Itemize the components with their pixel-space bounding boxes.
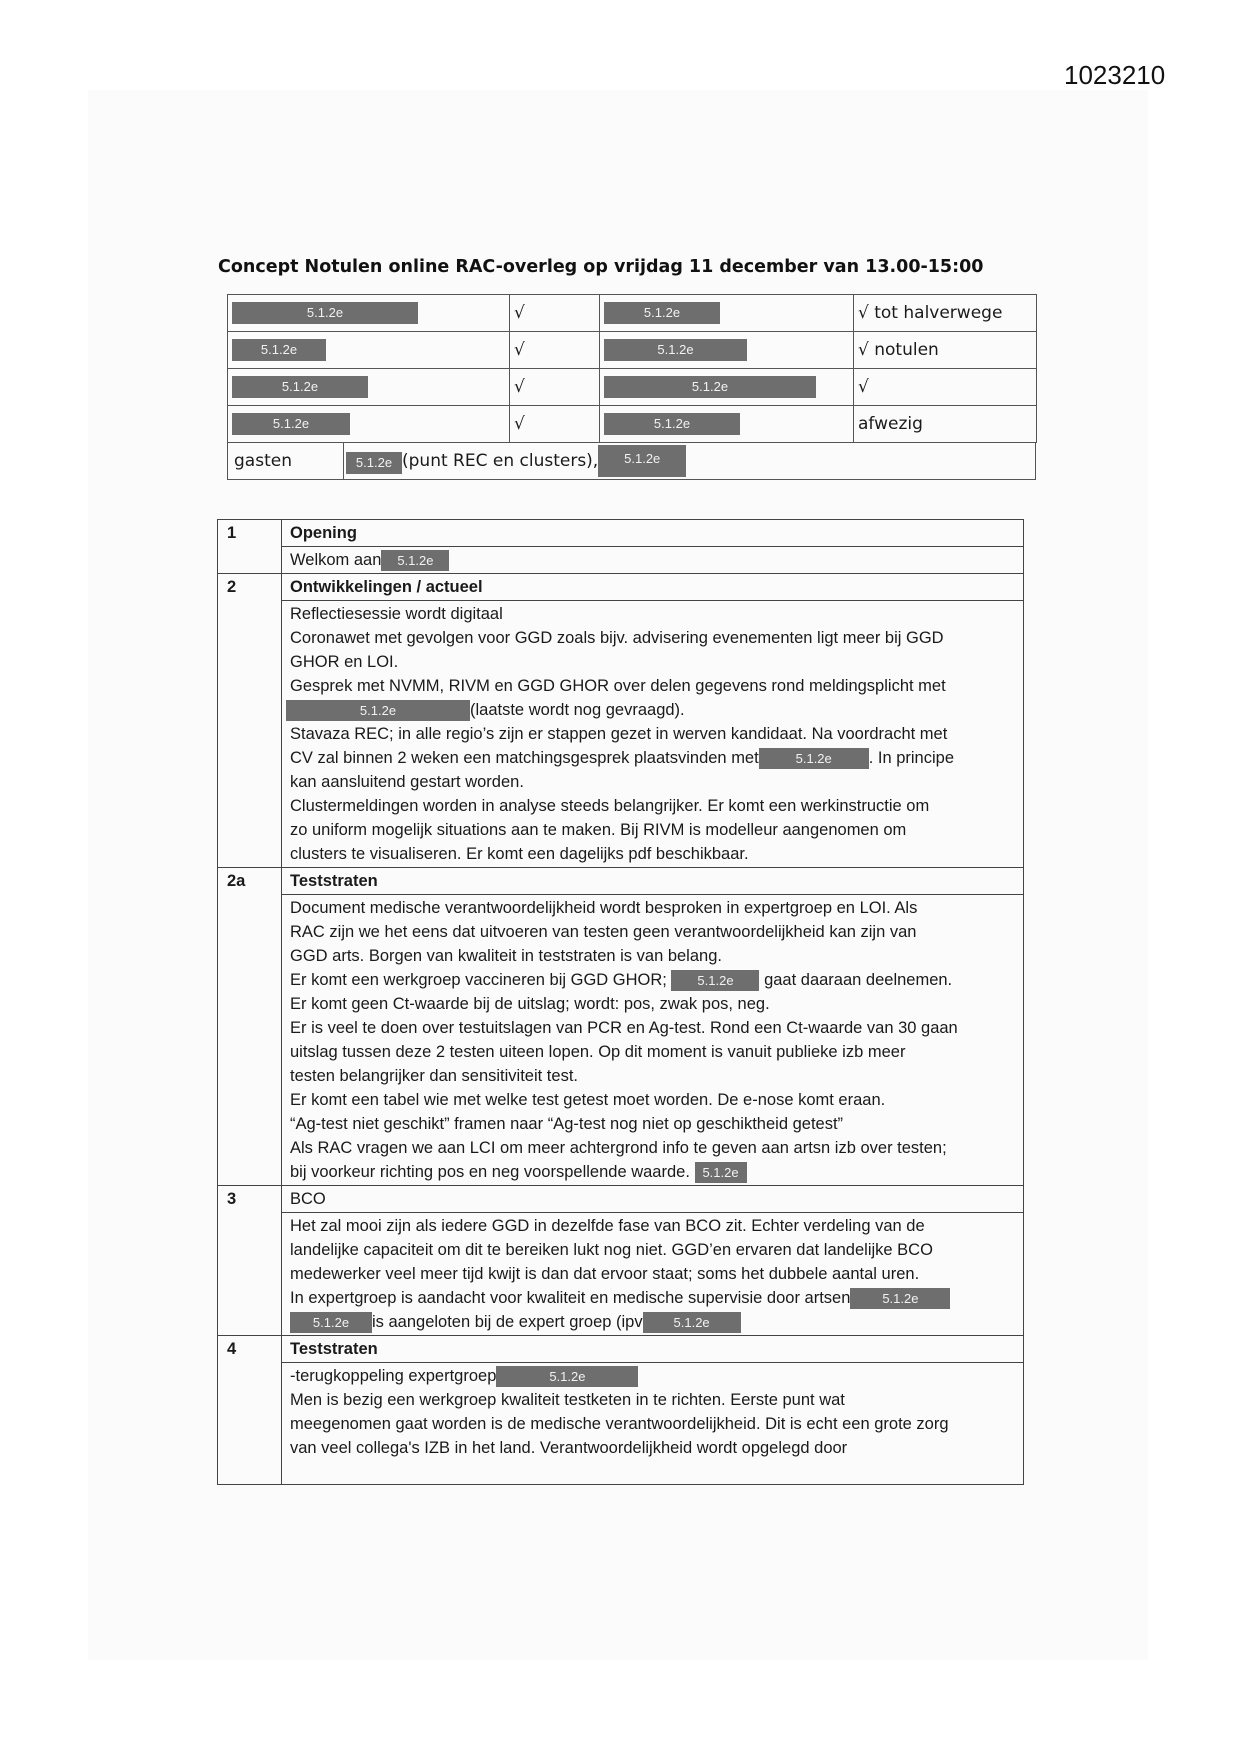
body-text: (laatste wordt nog gevraagd).	[470, 701, 685, 719]
attendee-name-cell	[228, 332, 510, 369]
page-title: Concept Notulen online RAC-overleg op vrijdag 11 december van 13.00-15:00	[218, 257, 984, 277]
body-text: van veel collega's IZB in het land. Verantwoordelijkheid wordt opgelegd door	[290, 1439, 848, 1457]
body-text: CV zal binnen 2 weken een matchingsgesprek plaatsvinden met	[290, 749, 759, 767]
body-text: GGD arts. Borgen van kwaliteit in teststraten is van belang.	[290, 947, 722, 965]
agenda-heading-row	[218, 1186, 1024, 1213]
agenda-body	[282, 1213, 1024, 1336]
agenda-heading-row	[218, 574, 1024, 601]
attendance-status: √ tot halverwege	[854, 295, 1037, 332]
body-text: Het zal mooi zijn als iedere GGD in dezelfde fase van BCO zit. Echter verdeling van de	[290, 1217, 925, 1235]
redaction-box: 5.1.2e	[604, 413, 740, 435]
attendee-name-cell	[228, 295, 510, 332]
agenda-body-row	[218, 1213, 1024, 1336]
agenda-number: 1	[218, 520, 282, 574]
body-text: Stavaza REC; in alle regio’s zijn er stappen gezet in werven kandidaat. Na voordracht met	[290, 725, 948, 743]
redaction-box: 5.1.2e	[759, 748, 869, 769]
document-number: 1023210	[1064, 60, 1166, 90]
body-text: testen belangrijker dan sensitiviteit test.	[290, 1067, 578, 1085]
body-text: “Ag-test niet geschikt” framen naar “Ag-test nog niet op geschiktheid getest”	[290, 1115, 844, 1133]
body-text: medewerker veel meer tijd kwijt is dan dat ervoor staat; soms het dubbele aantal uren.	[290, 1265, 920, 1283]
present-mark: √	[510, 369, 600, 406]
body-text-line	[290, 1364, 1015, 1388]
body-text: Er is veel te doen over testuitslagen van PCR en Ag-test. Rond een Ct-waarde van 30 gaan	[290, 1019, 958, 1037]
body-text: Er komt een tabel wie met welke test getest moet worden. De e-nose komt eraan.	[290, 1091, 886, 1109]
body-text: landelijke capaciteit om dit te bereiken lukt nog niet. GGD’en ervaren dat landelijke BCO	[290, 1241, 933, 1259]
agenda-heading: BCO	[282, 1186, 1024, 1213]
present-mark: √	[510, 295, 600, 332]
attendee-name-cell	[600, 295, 854, 332]
redaction-box: 5.1.2e	[695, 1162, 747, 1183]
attendance-table	[227, 294, 1037, 443]
attendance-row	[228, 295, 1037, 332]
redaction-box: 5.1.2e	[496, 1366, 638, 1387]
body-text: Reflectiesessie wordt digitaal	[290, 605, 503, 623]
body-text: is aangeloten bij de expert groep (ipv	[372, 1313, 643, 1331]
body-text: Men is bezig een werkgroep kwaliteit testketen in te richten. Eerste punt wat	[290, 1391, 845, 1409]
agenda-table	[217, 519, 1024, 1485]
body-text: In expertgroep is aandacht voor kwaliteit en medische supervisie door artsen	[290, 1289, 851, 1307]
agenda-body	[282, 601, 1024, 868]
body-text-line	[290, 1160, 1015, 1184]
guests-label: gasten	[228, 443, 344, 479]
body-text-line	[290, 1310, 1015, 1334]
attendee-name-cell	[600, 369, 854, 406]
body-text: Er komt geen Ct-waarde bij de uitslag; wordt: pos, zwak pos, neg.	[290, 995, 770, 1013]
agenda-heading: Opening	[282, 520, 1024, 547]
agenda-number: 2	[218, 574, 282, 868]
agenda-heading: Teststraten	[282, 1336, 1024, 1363]
redaction-box: 5.1.2e	[604, 302, 720, 324]
agenda-heading-row	[218, 868, 1024, 895]
agenda-body-row	[218, 895, 1024, 1186]
body-text-line	[290, 698, 1015, 722]
attendance-row	[228, 369, 1037, 406]
agenda-body-row	[218, 1363, 1024, 1485]
redaction-box: 5.1.2e	[604, 339, 747, 361]
present-mark: √	[510, 406, 600, 443]
attendance-row	[228, 332, 1037, 369]
agenda-body	[282, 1363, 1024, 1485]
attendee-name-cell	[600, 332, 854, 369]
body-text: Welkom aan	[290, 551, 382, 569]
redaction-box: 5.1.2e	[604, 376, 816, 398]
guests-content	[344, 445, 686, 477]
body-text: RAC zijn we het eens dat uitvoeren van testen geen verantwoordelijkheid kan zijn van	[290, 923, 917, 941]
body-text: Gesprek met NVMM, RIVM en GGD GHOR over delen gegevens rond meldingsplicht met	[290, 677, 946, 695]
body-text: GHOR en LOI.	[290, 653, 399, 671]
body-text: Coronawet met gevolgen voor GGD zoals bijv. advisering evenementen ligt meer bij GGD	[290, 629, 944, 647]
agenda-body-row	[218, 601, 1024, 868]
redaction-box: 5.1.2e	[671, 970, 759, 991]
redaction-box: 5.1.2e	[232, 413, 350, 435]
present-mark: √	[510, 332, 600, 369]
agenda-body-row	[218, 547, 1024, 574]
redaction-box: 5.1.2e	[598, 445, 686, 477]
agenda-body	[282, 895, 1024, 1186]
guests-row	[227, 443, 1036, 480]
agenda-heading: Teststraten	[282, 868, 1024, 895]
agenda-body	[282, 547, 1024, 574]
body-text: clusters te visualiseren. Er komt een dagelijks pdf beschikbaar.	[290, 845, 749, 863]
body-text: zo uniform mogelijk situations aan te maken. Bij RIVM is modelleur aangenomen om	[290, 821, 907, 839]
body-text: gaat daaraan deelnemen.	[764, 971, 953, 989]
body-text: kan aansluitend gestart worden.	[290, 773, 524, 791]
body-text: bij voorkeur richting pos en neg voorspellende waarde.	[290, 1163, 690, 1181]
body-text: Er komt een werkgroep vaccineren bij GGD GHOR;	[290, 971, 667, 989]
redaction-box: 5.1.2e	[286, 700, 470, 721]
redaction-box: 5.1.2e	[381, 550, 449, 571]
attendee-name-cell	[228, 369, 510, 406]
redaction-box: 5.1.2e	[850, 1288, 950, 1309]
body-text: . In principe	[868, 749, 954, 767]
redaction-box: 5.1.2e	[643, 1312, 741, 1333]
attendee-name-cell	[600, 406, 854, 443]
attendance-status: √	[854, 369, 1037, 406]
body-text: Als RAC vragen we aan LCI om meer achtergrond info te geven aan artsn izb over testen;	[290, 1139, 947, 1157]
redaction-box: 5.1.2e	[232, 339, 326, 361]
agenda-heading-row	[218, 1336, 1024, 1363]
redaction-box: 5.1.2e	[232, 302, 418, 324]
agenda-heading: Ontwikkelingen / actueel	[282, 574, 1024, 601]
body-text: uitslag tussen deze 2 testen uiteen lopen. Op dit moment is vanuit publieke izb meer	[290, 1043, 906, 1061]
attendance-status: afwezig	[854, 406, 1037, 443]
attendance-status: √ notulen	[854, 332, 1037, 369]
redaction-box: 5.1.2e	[232, 376, 368, 398]
body-text: -terugkoppeling expertgroep	[290, 1367, 497, 1385]
body-text-line	[290, 746, 1015, 770]
redaction-box: 5.1.2e	[346, 452, 402, 474]
agenda-heading-row	[218, 520, 1024, 547]
body-text: meegenomen gaat worden is de medische verantwoordelijkheid. Dit is echt een grote zorg	[290, 1415, 949, 1433]
redaction-box: 5.1.2e	[290, 1312, 372, 1333]
body-text-line	[290, 1286, 1015, 1310]
agenda-number: 4	[218, 1336, 282, 1485]
attendance-row	[228, 406, 1037, 443]
agenda-number: 2a	[218, 868, 282, 1186]
body-text: Document medische verantwoordelijkheid wordt besproken in expertgroep en LOI. Als	[290, 899, 918, 917]
attendee-name-cell	[228, 406, 510, 443]
body-text-line	[290, 968, 1015, 992]
guests-text: (punt REC en clusters),	[402, 451, 599, 471]
body-text: Clustermeldingen worden in analyse steeds belangrijker. Er komt een werkinstructie om	[290, 797, 930, 815]
agenda-number: 3	[218, 1186, 282, 1336]
